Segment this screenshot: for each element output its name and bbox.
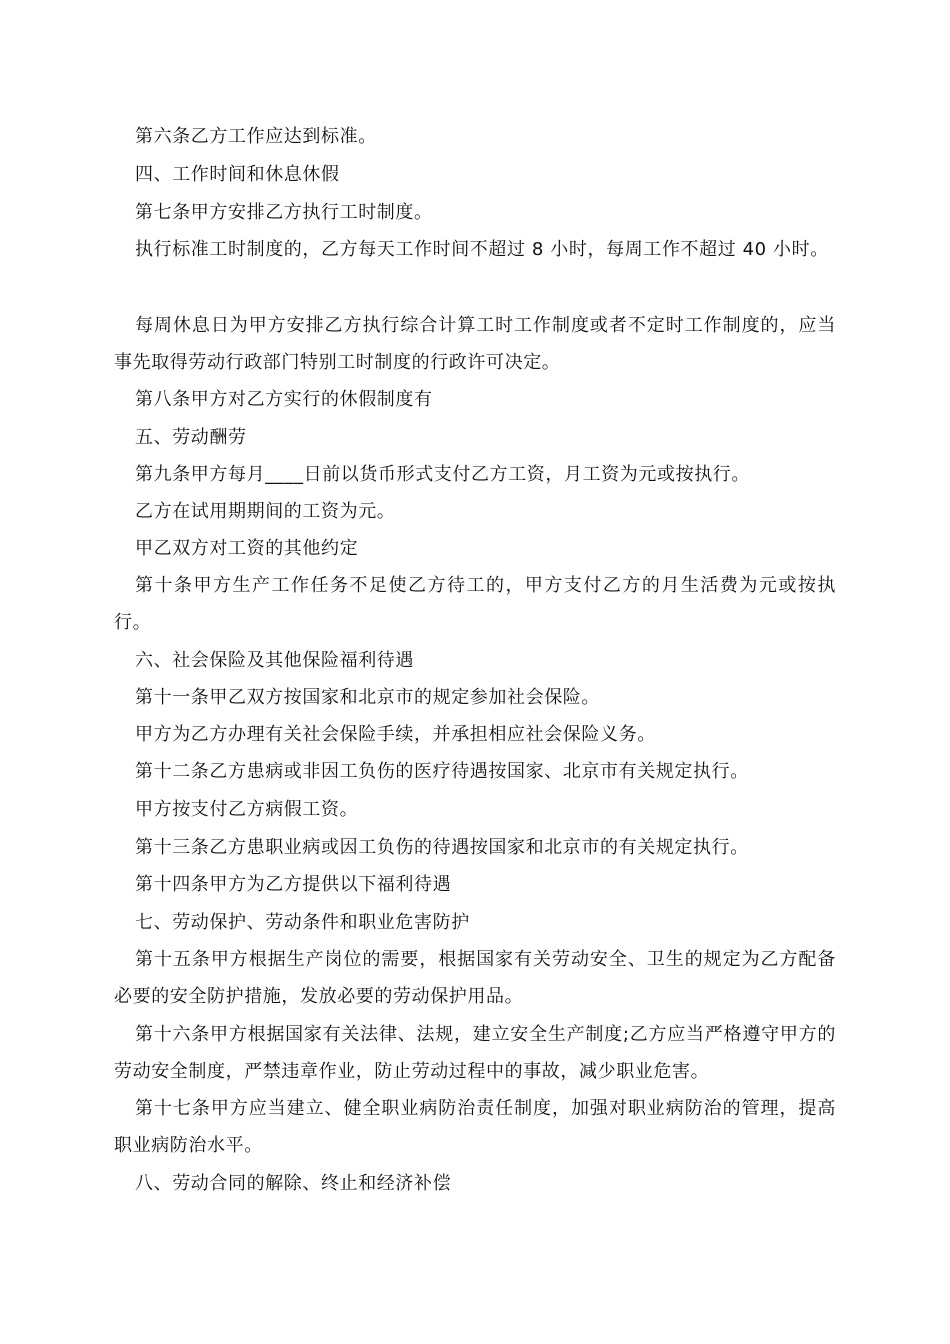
paragraph-other-wage-agreement: 甲乙双方对工资的其他约定 xyxy=(135,538,359,559)
paragraph-article-10: 第十条甲方生产工作任务不足使乙方待工的，甲方支付乙方的月生活费为元或按执行。 xyxy=(114,575,836,633)
paragraph-article-12: 第十二条乙方患病或非因工负伤的医疗待遇按国家、北京市有关规定执行。 xyxy=(135,761,749,782)
section-heading-5: 五、劳动酬劳 xyxy=(135,427,247,448)
paragraph-article-17: 第十七条甲方应当建立、健全职业病防治责任制度，加强对职业病防治的管理，提高职业病防治水平。 xyxy=(114,1098,836,1156)
paragraph-social-insurance: 甲方为乙方办理有关社会保险手续，并承担相应社会保险义务。 xyxy=(135,724,656,745)
section-heading-8: 八、劳动合同的解除、终止和经济补偿 xyxy=(135,1173,452,1194)
paragraph-article-11: 第十一条甲乙双方按国家和北京市的规定参加社会保险。 xyxy=(135,687,600,708)
paragraph-article-9: 第九条甲方每月____日前以货币形式支付乙方工资，月工资为元或按执行。 xyxy=(135,464,750,485)
paragraph-article-16: 第十六条甲方根据国家有关法律、法规，建立安全生产制度;乙方应当严格遵守甲方的劳动安全制度，严禁违章作业，防止劳动过程中的事故，减少职业危害。 xyxy=(114,1024,836,1082)
paragraph-article-8: 第八条甲方对乙方实行的休假制度有 xyxy=(135,389,433,410)
section-heading-4: 四、工作时间和休息休假 xyxy=(135,164,340,185)
paragraph-probation-wage: 乙方在试用期期间的工资为元。 xyxy=(135,501,396,522)
section-heading-7: 七、劳动保护、劳动条件和职业危害防护 xyxy=(135,912,470,933)
paragraph-article-7: 第七条甲方安排乙方执行工时制度。 xyxy=(135,202,433,223)
paragraph-article-13: 第十三条乙方患职业病或因工负伤的待遇按国家和北京市的有关规定执行。 xyxy=(135,837,749,858)
paragraph-article-14: 第十四条甲方为乙方提供以下福利待遇 xyxy=(135,874,452,895)
paragraph-sick-pay: 甲方按支付乙方病假工资。 xyxy=(135,799,359,820)
paragraph-weekly-rest: 每周休息日为甲方安排乙方执行综合计算工时工作制度或者不定时工作制度的，应当事先取得劳动行政部门特别工时制度的行政许可决定。 xyxy=(114,315,836,373)
section-heading-6: 六、社会保险及其他保险福利待遇 xyxy=(135,650,414,671)
paragraph-article-6: 第六条乙方工作应达到标准。 xyxy=(135,126,377,147)
paragraph-article-15: 第十五条甲方根据生产岗位的需要，根据国家有关劳动安全、卫生的规定为乙方配备必要的安全防护措施，发放必要的劳动保护用品。 xyxy=(114,949,836,1007)
paragraph-standard-hours: 执行标准工时制度的，乙方每天工作时间不超过 8 小时，每周工作不超过 40 小时。 xyxy=(135,239,829,260)
